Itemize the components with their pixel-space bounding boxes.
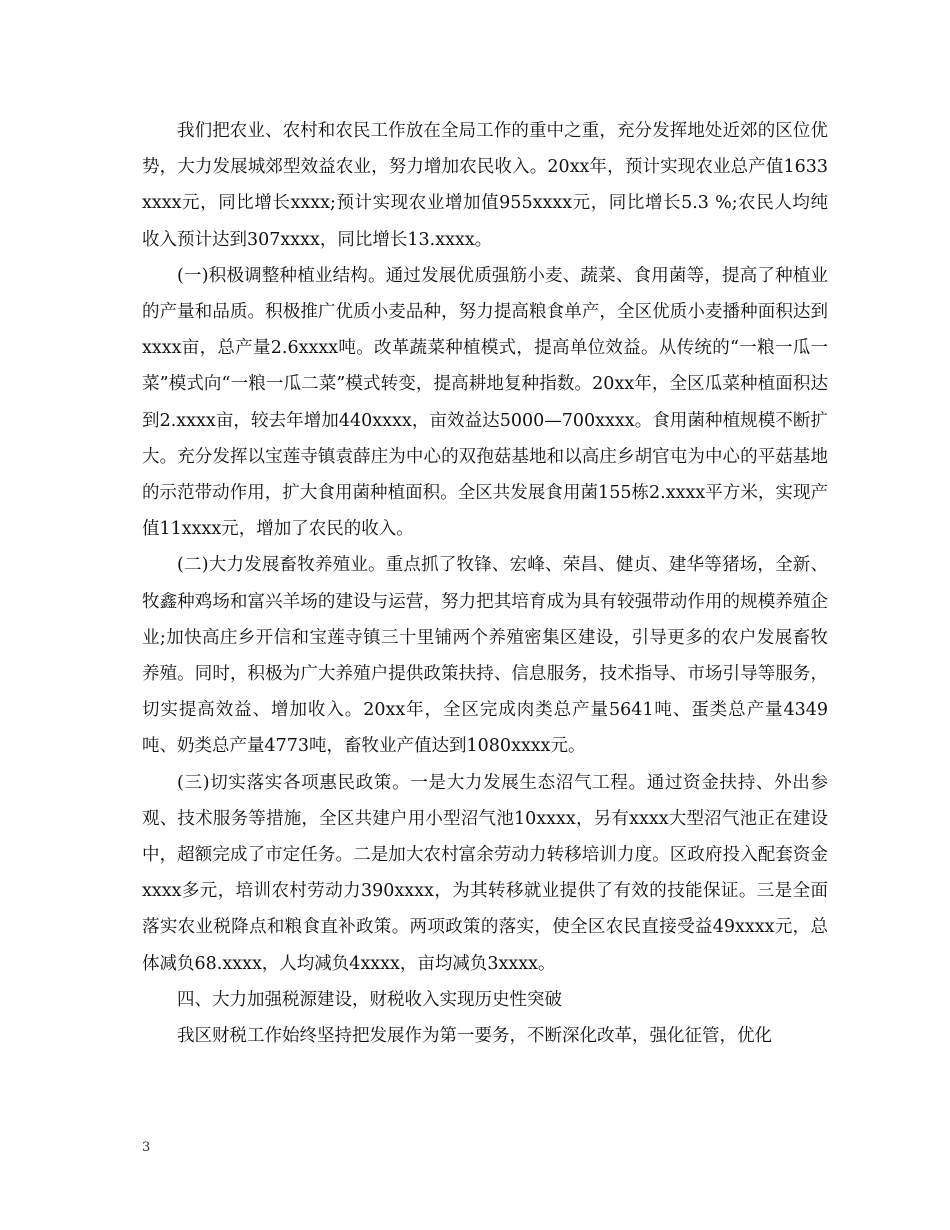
paragraph-policies: (三)切实落实各项惠民政策。一是大力发展生态沼气工程。通过资金扶持、外出参观、技术服务等措施，全区共建户用小型沼气池10xxxx，另有xxxx大型沼气池正在建设中，超额完成了市定任务。二是加大农村富余劳动力转移培训力度。区政府投入配套资金xxxx多元，培训农村劳动力390xxxx，为其转移就业提供了有效的技能保证。三是全面落实农业税降点和粮食直补政策。两项政策的落实，使全区农民直接受益49xxxx元，总体减负68.xxxx，人均减负4xxxx，亩均减负3xxxx。 (142, 772, 828, 974)
paragraph-agriculture-intro: 我们把农业、农村和农民工作放在全局工作的重中之重，充分发挥地处近郊的区位优势，大力发展城郊型效益农业，努力增加农民收入。20xx年，预计实现农业总产值1633xxxx元，同比增长xxxx;预计实现农业增加值955xxxx元，同比增长5.3 %;农民人均纯收入预计达到307xxxx，同比增长13.xxxx。 (142, 121, 828, 250)
paragraph-planting-structure: (一)积极调整种植业结构。通过发展优质强筋小麦、蔬菜、食用菌等，提高了种植业的产量和品质。积极推广优质小麦品种，努力提高粮食单产，全区优质小麦播种面积达到xxxx亩，总产量2.6xxxx吨。改革蔬菜种植模式，提高单位效益。从传统的“一粮一瓜一菜”模式向“一粮一瓜二菜”模式转变，提高耕地复种指数。20xx年，全区瓜菜种植面积达到2.xxxx亩，较去年增加440xxxx，亩效益达5000—700xxxx。食用菌种植规模不断扩大。充分发挥以宝莲寺镇袁薛庄为中心的双孢菇基地和以高庄乡胡官屯为中心的平菇基地的示范带动作用，扩大食用菌种植面积。全区共发展食用菌155栋2.xxxx平方米，实现产值11xxxx元，增加了农民的收入。 (142, 265, 828, 540)
section-heading-tax: 四、大力加强税源建设，财税收入实现历史性突破 (177, 989, 562, 1010)
document-body (142, 113, 828, 1054)
paragraph-livestock: (二)大力发展畜牧养殖业。重点抓了牧锋、宏峰、荣昌、健贞、建华等猪场，全新、牧鑫种鸡场和富兴羊场的建设与运营，努力把其培育成为具有较强带动作用的规模养殖企业;加快高庄乡开信和宝莲寺镇三十里铺两个养殖密集区建设，引导更多的农户发展畜牧养殖。同时，积极为广大养殖户提供政策扶持、信息服务，技术指导、市场引导等服务，切实提高效益、增加收入。20xx年，全区完成肉类总产量5641吨、蛋类总产量4349吨、奶类总产量4773吨，畜牧业产值达到1080xxxx元。 (142, 555, 828, 757)
paragraph-tax-intro: 我区财税工作始终坚持把发展作为第一要务，不断深化改革，强化征管，优化 (177, 1026, 772, 1047)
page-number: 3 (142, 1140, 151, 1155)
